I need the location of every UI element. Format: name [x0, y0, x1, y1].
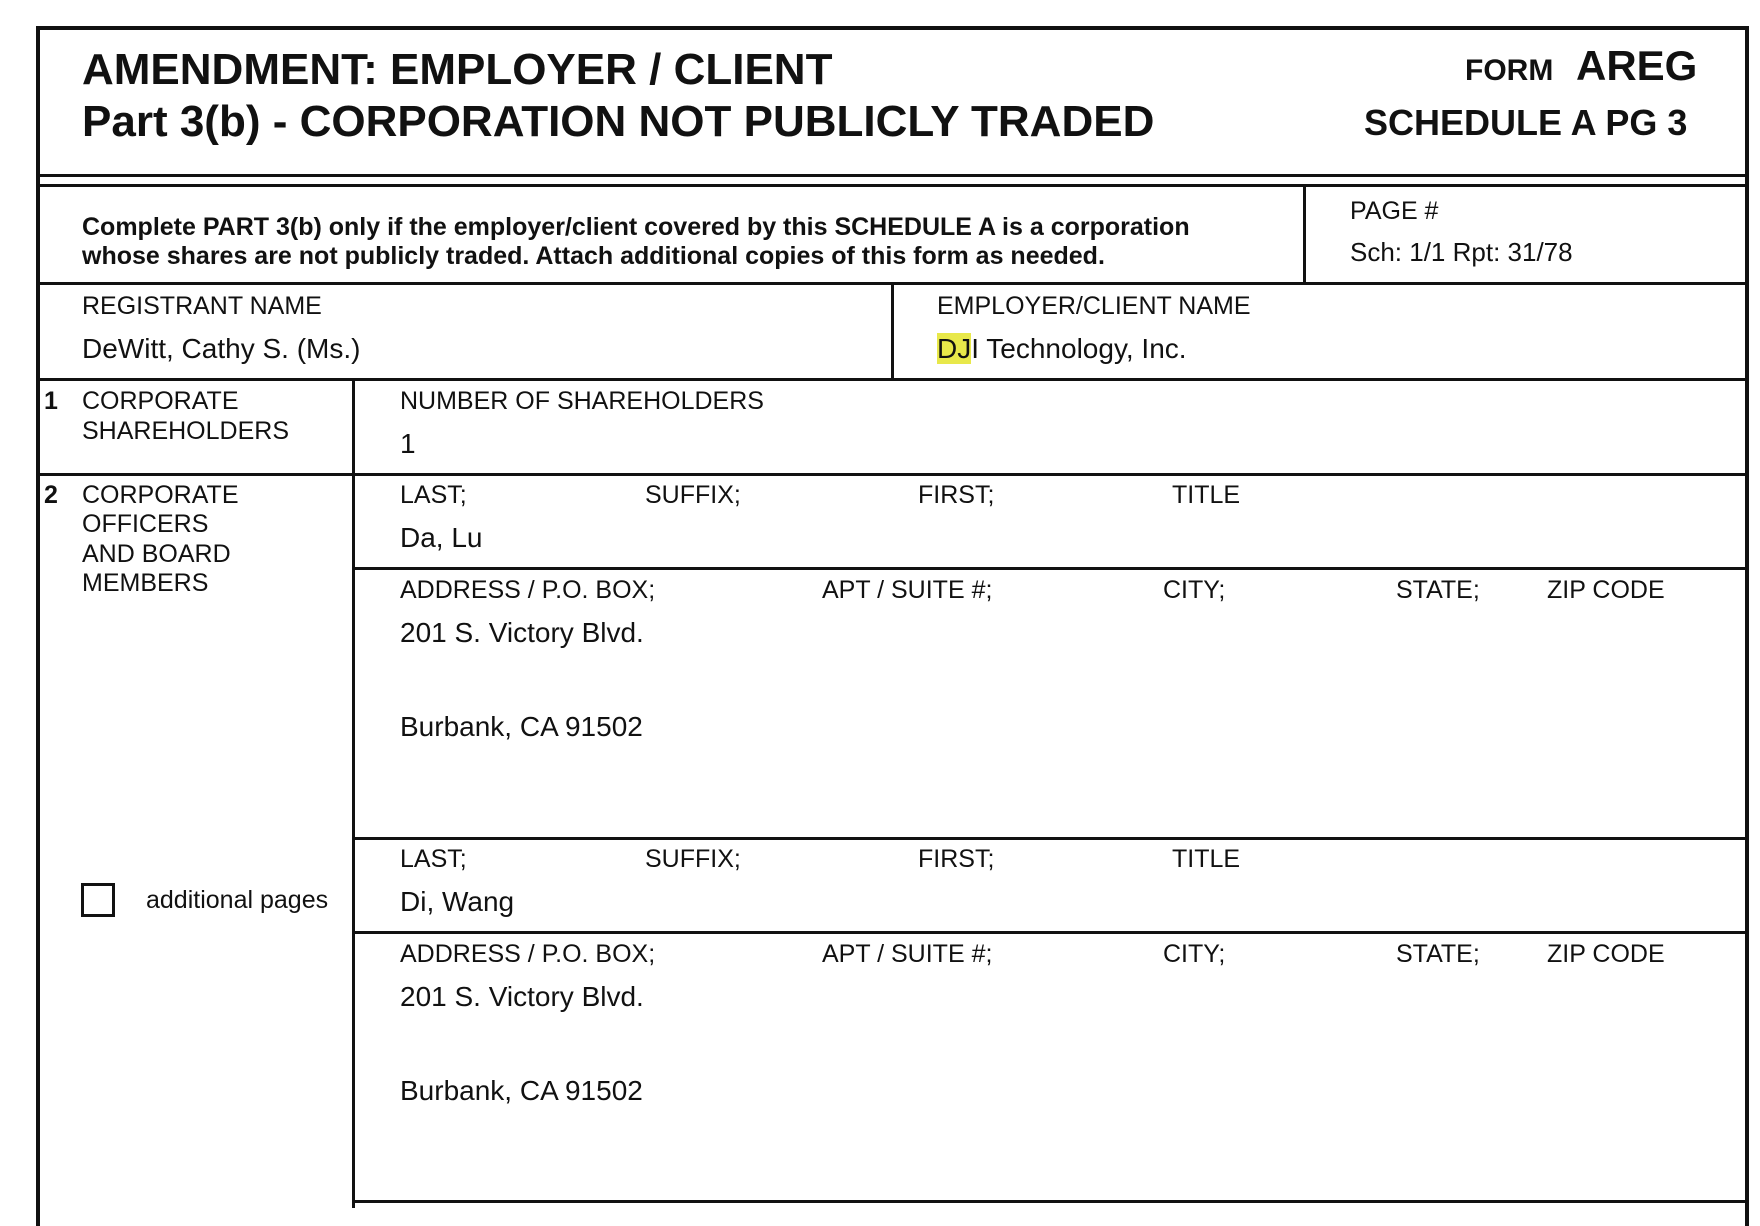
- form-prefix: FORM: [1465, 54, 1554, 87]
- officer1-apt-header: APT / SUITE #;: [822, 576, 993, 604]
- officer1-title-header: TITLE: [1172, 481, 1241, 509]
- officer2-title-header: TITLE: [1172, 845, 1241, 873]
- officer1-address-line1: 201 S. Victory Blvd.: [400, 617, 644, 648]
- officer1-address-line2: Burbank, CA 91502: [400, 711, 643, 742]
- page-info-divider: [1303, 186, 1306, 284]
- officer2-city-header: CITY;: [1163, 940, 1226, 968]
- schedule-label: SCHEDULE A PG 3: [1364, 102, 1688, 143]
- instructions-line1: Complete PART 3(b) only if the employer/client covered by this SCHEDULE A is a corporation: [82, 213, 1190, 241]
- officer2-zip-header: ZIP CODE: [1547, 940, 1665, 968]
- form-name: AREG: [1576, 42, 1698, 89]
- officer1-city-header: CITY;: [1163, 576, 1226, 604]
- officer1-name-divider: [352, 567, 1749, 570]
- officer2-first-header: FIRST;: [918, 845, 995, 873]
- officer1-suffix-header: SUFFIX;: [645, 481, 741, 509]
- officer2-name-divider: [352, 931, 1749, 934]
- form-title-line1: AMENDMENT: EMPLOYER / CLIENT: [82, 45, 833, 94]
- section2-label-line4: MEMBERS: [82, 569, 209, 597]
- shareholders-count-label: NUMBER OF SHAREHOLDERS: [400, 387, 764, 415]
- employer-divider: [36, 378, 1746, 381]
- officer2-state-header: STATE;: [1396, 940, 1480, 968]
- form-frame: [36, 26, 1749, 1226]
- employer-name-rest: I Technology, Inc.: [971, 333, 1187, 364]
- section2-number: 2: [44, 481, 58, 509]
- header-divider-top: [36, 174, 1749, 177]
- page-number-label: PAGE #: [1350, 197, 1439, 225]
- officer1-address-header: ADDRESS / P.O. BOX;: [400, 576, 656, 604]
- officer1-divider: [352, 837, 1749, 840]
- section2-label-line3: AND BOARD: [82, 540, 231, 568]
- employer-name: [937, 335, 1187, 363]
- section2-label-line2: OFFICERS: [82, 510, 209, 538]
- header-divider-bottom: [36, 184, 1749, 187]
- officer1-first-header: FIRST;: [918, 481, 995, 509]
- officer2-name: Di, Wang: [400, 886, 515, 917]
- section1-label-line2: SHAREHOLDERS: [82, 417, 289, 445]
- instructions-line2: whose shares are not publicly traded. Attach additional copies of this form as needed.: [82, 242, 1105, 270]
- officer1-name: Da, Lu: [400, 522, 483, 553]
- officer1-last-header: LAST;: [400, 481, 467, 509]
- form-title-line2: Part 3(b) - CORPORATION NOT PUBLICLY TRADED: [82, 97, 1155, 146]
- additional-pages-checkbox[interactable]: [81, 883, 115, 917]
- page-number-value: Sch: 1/1 Rpt: 31/78: [1350, 237, 1573, 267]
- officer2-apt-header: APT / SUITE #;: [822, 940, 993, 968]
- section1-label-line1: CORPORATE: [82, 387, 239, 415]
- registrant-label: REGISTRANT NAME: [82, 292, 322, 320]
- section1-number: 1: [44, 387, 58, 415]
- officer2-address-line2: Burbank, CA 91502: [400, 1075, 643, 1106]
- officer1-state-header: STATE;: [1396, 576, 1480, 604]
- registrant-name: DeWitt, Cathy S. (Ms.): [82, 333, 361, 364]
- employer-label: EMPLOYER/CLIENT NAME: [937, 292, 1251, 320]
- registrant-employer-divider: [891, 284, 894, 379]
- officer2-last-header: LAST;: [400, 845, 467, 873]
- officer2-address-header: ADDRESS / P.O. BOX;: [400, 940, 656, 968]
- officer2-address-line1: 201 S. Victory Blvd.: [400, 981, 644, 1012]
- shareholders-count-value: 1: [400, 428, 416, 459]
- section2-label-line1: CORPORATE: [82, 481, 239, 509]
- additional-pages-label: additional pages: [146, 886, 329, 914]
- section1-divider: [36, 473, 1749, 476]
- officer2-divider: [352, 1200, 1749, 1203]
- left-column-divider: [352, 380, 355, 1208]
- officer2-suffix-header: SUFFIX;: [645, 845, 741, 873]
- officer1-zip-header: ZIP CODE: [1547, 576, 1665, 604]
- employer-name-highlight: DJ: [937, 333, 972, 364]
